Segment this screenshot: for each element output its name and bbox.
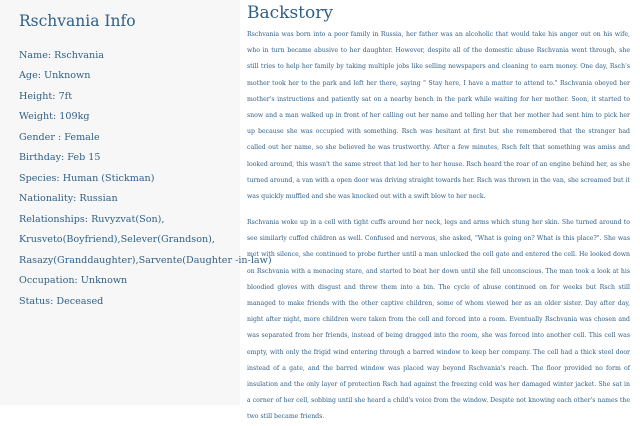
field-species: Species: Human (Stickman) (19, 173, 155, 184)
field-relationships: Relationships: Ruvyzvat(Son), (19, 214, 165, 225)
field-gender: Gender : Female (19, 132, 100, 143)
backstory-section (247, 0, 630, 421)
field-occupation: Occupation: Unknown (19, 275, 128, 286)
field-nationality: Nationality: Russian (19, 193, 118, 204)
field-height: Height: 7ft (19, 91, 73, 102)
field-status: Status: Deceased (19, 296, 104, 307)
backstory-paragraph-2: Rschvania woke up in a cell with tight cuffs around her neck, legs and arms which stung her skin. She turned around to see similarly cuffed children as well. Confused and nervous, she asked, "What is going on? What is this place?". She was met with silence, she continued to probe further until a man unlocked the cell gate and entered the cell. He looked down on Rschvania with a menacing stare, and started to beat her down until she fell unconscious. The man took a look at his bloodied gloves with disgust and threw them into a bin. The cycle of abuse continued on for weeks but Rsch still managed to make friends with the other captive children, some of whom viewed her as an older sister. Day after day, night after night, more children were taken from the cell and forced into a room. Eventually Rschvania was chosen and was separated from her friends, instead of being dragged into the room, she was forced into another cell. This cell was empty, with only the frigid wind entering through a barred window to keep her company. The cell had a thick steel door instead of a gate, and the barred window was placed way beyond Rschvania's reach. The floor provided no form of insulation and the only layer of protection Rsch had against the freezing cold was her damaged winter jacket. She sat in a corner of her cell, sobbing until she heard a child's voice from the window. Despite not knowing each other's names the two still became friends. (247, 219, 630, 421)
field-birthday: Birthday: Feb 15 (19, 152, 101, 163)
field-relationships-2: Krusveto(Boyfriend),Selever(Grandson), (19, 234, 215, 245)
backstory-paragraph-1: Rschvania was born into a poor family in Russia, her father was an alcoholic that would take his anger out on his wife, who in turn became abusive to her daughter. However, despite all of the domestic abuse Rschvania went through, she still tries to help her family by taking multiple jobs like selling newspapers and cleaning to earn money. One day, Rsch's mother took her to the park and left her there, saying " Stay here, I have a matter to attend to." Rschvania obeyed her mother's instructions and patiently sat on a nearby bench in the park while waiting for her mother. Soon, it started to snow and a man walked up in front of her calling out her name and telling her that her mother had sent him to pick her up because she was occupied with something. Rsch was hesitant at first but she remembered that the stranger had called out her name, so she believed he was trustworthy. After a few minutes, Rsch felt that something was amiss and looked around, this wasn't the same street that led her to her house. Rsch heard the roar of an engine behind her, as she turned around, a van with a open door was driving straight towards her. Rsch was thrown in the van, she screamed but it was quickly muffled and she was knocked out with a swift blow to her neck. (247, 31, 630, 201)
info-sidebar (0, 0, 272, 405)
backstory-title: Backstory (247, 3, 333, 23)
field-relationships-3: Rasazy(Granddaughter),Sarvente(Daughter -in-law) (19, 255, 272, 266)
field-age: Age: Unknown (19, 70, 91, 81)
field-name: Name: Rschvania (19, 50, 104, 61)
field-weight: Weight: 109kg (19, 111, 90, 122)
sidebar-title: Rschvania Info (19, 12, 136, 30)
